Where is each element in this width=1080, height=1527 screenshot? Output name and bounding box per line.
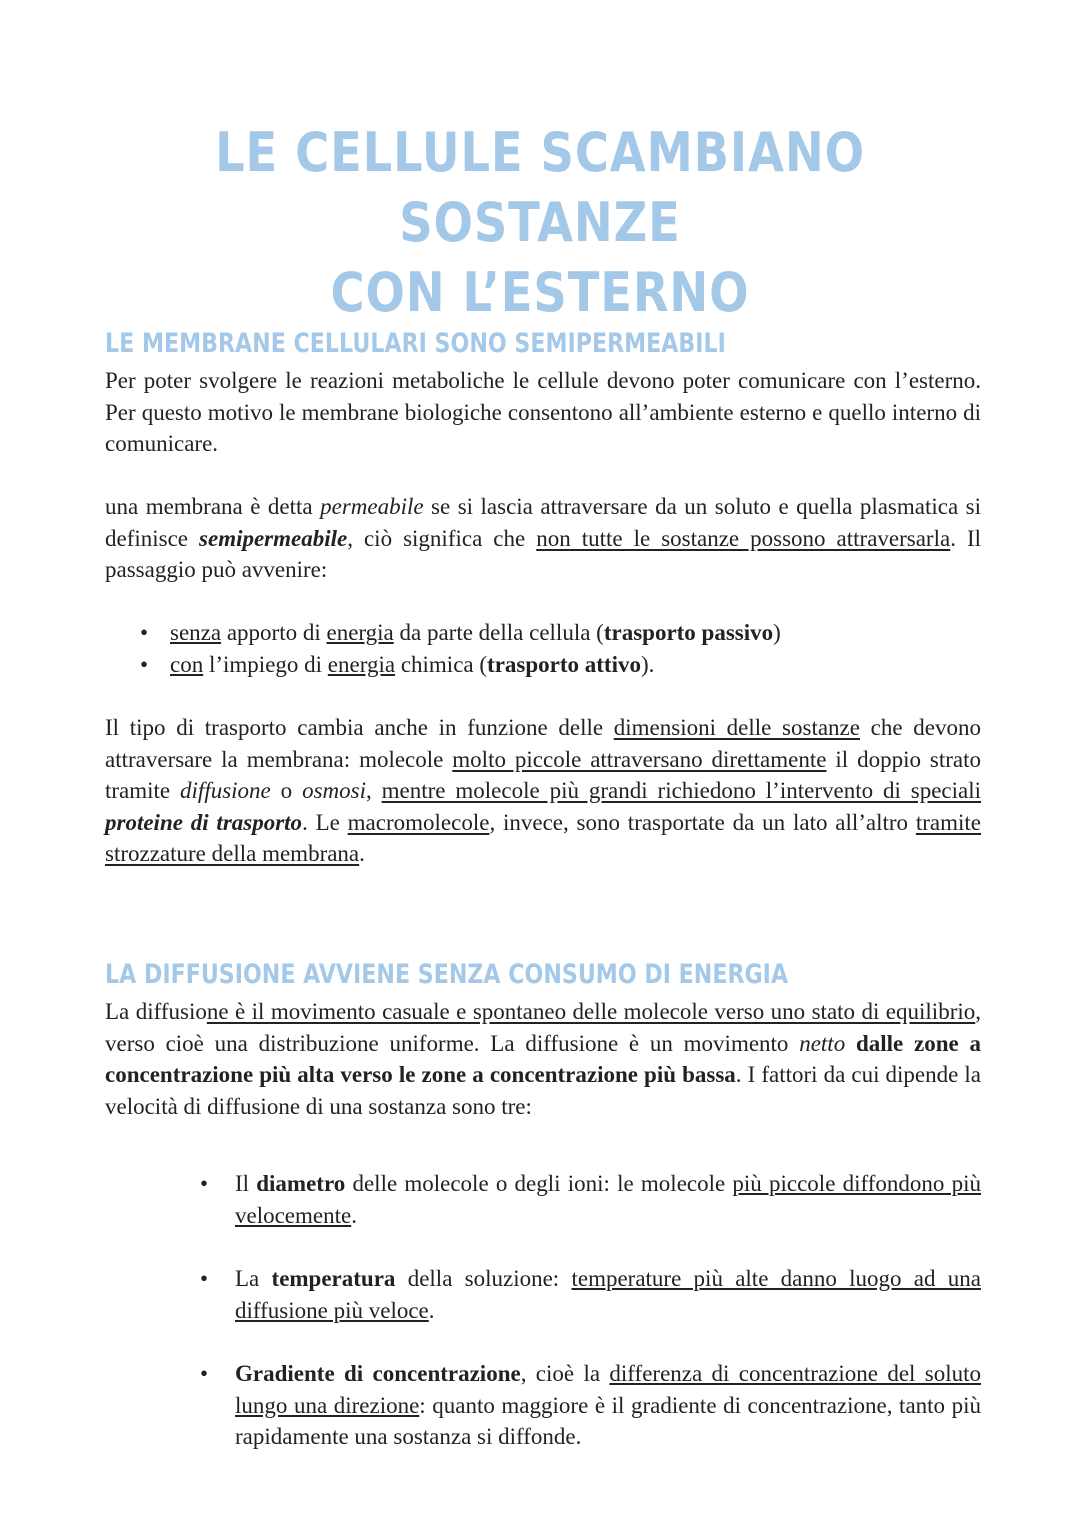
term-proteine-di-trasporto: proteine di trasporto bbox=[105, 809, 303, 835]
list-item: • Gradiente di concentrazione, cioè la differenza di concentrazione del soluto lungo una direzione: quanto maggiore è il gradiente di concentrazione, tanto più rapidamente una sostanza si diffonde. bbox=[200, 1358, 981, 1453]
section-2-bullet-list bbox=[200, 1168, 981, 1231]
list-item: • senza apporto di energia da parte della cellula (trasporto passivo) bbox=[105, 617, 981, 649]
section-1-bullet-list bbox=[105, 617, 981, 680]
section-2-paragraph-1: La diffusione è il movimento casuale e spontaneo delle molecole verso uno stato di equilibrio, verso cioè una distribuzione uniforme. La diffusione è un movimento netto dalle zone a concentrazione più alta verso le zone a concentrazione più bassa. I fattori da cui dipende la velocità di diffusione di una sostanza sono tre: bbox=[105, 999, 981, 1119]
section-1-paragraph-1: Per poter svolgere le reazioni metaboliche le cellule devono poter comunicare con l’esterno. Per questo motivo le membrane biologiche consentono all’ambiente esterno e quello interno di comunicare. bbox=[105, 368, 981, 456]
list-item: • Il diametro delle molecole o degli ioni: le molecole più piccole diffondono più velocemente. bbox=[200, 1168, 981, 1231]
page-title bbox=[76, 118, 1005, 328]
list-item: • La temperatura della soluzione: temperature più alte danno luogo ad una diffusione più veloce. bbox=[200, 1263, 981, 1326]
section-1-paragraph-2: una membrana è detta permeabile se si lascia attraversare da un soluto e quella plasmatica si definisce semipermeabile, ciò significa che non tutte le sostanze possono attraversarla. Il passaggio può avvenire: bbox=[105, 494, 982, 582]
section-1-heading: LE MEMBRANE CELLULARI SONO SEMIPERMEABILI bbox=[105, 328, 726, 359]
section-1-paragraph-3: Il tipo di trasporto cambia anche in funzione delle dimensioni delle sostanze che devono attraversare la membrana: molecole molto piccole attraversano direttamente il doppio strato tramite diffusione o osmosi, mentre molecole più grandi richiedono l’intervento di speciali proteine di trasporto. Le macromolecole, invece, sono trasportate da un lato all’altro tramite strozzature della membrana. bbox=[105, 715, 982, 866]
section-2-bullet-list-2 bbox=[200, 1263, 981, 1326]
bullet-icon: • bbox=[200, 1266, 209, 1291]
bullet-icon: • bbox=[140, 620, 149, 645]
bullet-icon: • bbox=[200, 1361, 209, 1386]
section-2-heading: LA DIFFUSIONE AVVIENE SENZA CONSUMO DI ENERGIA bbox=[105, 959, 789, 990]
term-semipermeabile: semipermeabile bbox=[199, 525, 348, 551]
underlined-phrase: non tutte le sostanze possono attraversarla bbox=[536, 525, 951, 551]
bullet-icon: • bbox=[200, 1171, 209, 1196]
bullet-icon: • bbox=[140, 651, 149, 677]
term-permeabile: permeabile bbox=[320, 494, 424, 519]
page-title-line-1: LE CELLULE SCAMBIANO SOSTANZE bbox=[215, 121, 865, 254]
section-2-bullet-list-3 bbox=[200, 1358, 981, 1453]
page-title-line-2: CON L’ESTERNO bbox=[330, 261, 750, 324]
list-item: • con l’impiego di energia chimica (trasporto attivo). bbox=[105, 649, 981, 681]
